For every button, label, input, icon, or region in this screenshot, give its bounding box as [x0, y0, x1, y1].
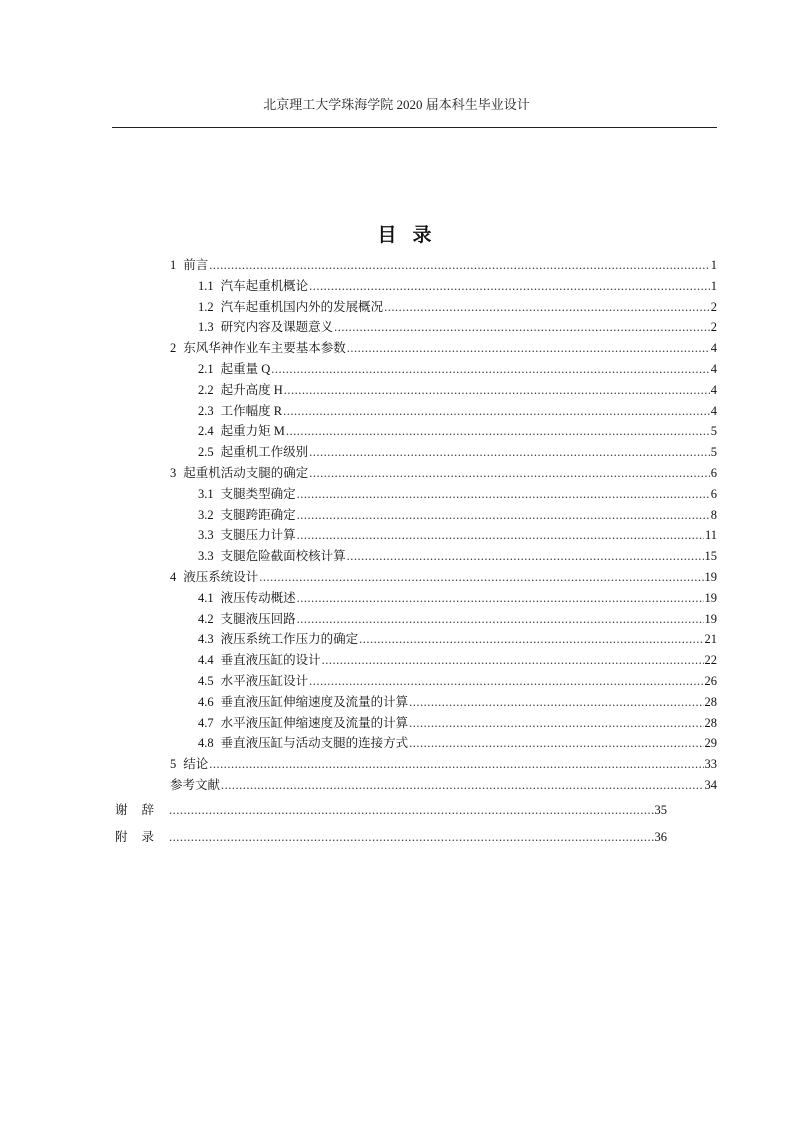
- toc-dot-leader: [283, 401, 710, 421]
- toc-entry-number: 4: [170, 570, 177, 584]
- toc-entry-page: 2: [710, 320, 717, 335]
- toc-entry-number: 2.3: [198, 403, 214, 418]
- toc-entry[interactable]: [198, 671, 717, 691]
- toc-entry-page: 4: [710, 403, 717, 418]
- toc-entry-page: 28: [704, 715, 717, 730]
- toc-entry[interactable]: [198, 297, 717, 317]
- toc-entry-label: 起重力矩 M: [220, 424, 285, 439]
- toc-entry-number: 1.2: [198, 299, 214, 314]
- toc-entry-page: 33: [704, 757, 717, 772]
- toc-entry-label: 支腿跨距确定: [220, 507, 296, 522]
- toc-entry-label: 支腿压力计算: [220, 528, 296, 543]
- toc-entry-number: 4.7: [198, 715, 214, 730]
- back-matter-page: 35: [654, 803, 667, 817]
- toc-entry-label: 起重量 Q: [220, 362, 271, 376]
- toc-entry-number: 2.5: [198, 445, 214, 460]
- toc-entry-label: 起重机活动支腿的确定: [183, 466, 309, 480]
- toc-entry-number: 1.3: [198, 320, 214, 335]
- toc-dot-leader: [169, 800, 653, 820]
- toc-entry-page: 19: [704, 590, 717, 605]
- toc-dot-leader: [297, 505, 710, 525]
- toc-dot-leader: [297, 484, 710, 504]
- toc-entry-number: 3.3: [198, 528, 214, 543]
- toc-entry[interactable]: [198, 629, 717, 649]
- toc-dot-leader: [271, 359, 709, 379]
- toc-entry[interactable]: [198, 609, 717, 629]
- toc-entry[interactable]: [198, 484, 717, 504]
- toc-entry-page: 4: [710, 341, 717, 356]
- toc-title: 目录: [377, 224, 448, 246]
- toc-dot-leader: [347, 546, 704, 566]
- toc-entry[interactable]: [198, 276, 717, 296]
- toc-entry[interactable]: [198, 505, 717, 525]
- toc-entry-label: 水平液压缸设计: [220, 674, 309, 688]
- toc-entry-page: 8: [710, 507, 717, 522]
- toc-entry-page: 1: [710, 258, 717, 272]
- toc-entry-label: 支腿危险截面校核计算: [220, 549, 346, 564]
- toc-entry-page: 26: [704, 674, 717, 688]
- back-matter-label: 谢辞: [115, 803, 169, 817]
- toc-entry-page: 5: [710, 424, 717, 439]
- toc-entry-page: 19: [704, 570, 717, 584]
- toc-entry[interactable]: [198, 525, 717, 545]
- toc-entry-number: 2.2: [198, 382, 214, 397]
- toc-entry-label: 参考文献: [170, 778, 221, 792]
- toc-entry-page: 5: [710, 445, 717, 460]
- toc-entry-page: 4: [710, 382, 717, 397]
- toc-entry[interactable]: [170, 463, 717, 483]
- toc-entry-number: 3: [170, 466, 177, 480]
- toc-entry-label: 研究内容及课题意义: [220, 320, 334, 335]
- toc-entry-number: 3.2: [198, 507, 214, 522]
- toc-dot-leader: [286, 421, 710, 441]
- toc-entry-page: 4: [710, 362, 717, 376]
- toc-entry-label: 液压系统设计: [183, 570, 259, 584]
- toc-entry-label: 支腿类型确定: [220, 486, 296, 501]
- toc-entry-page: 11: [704, 528, 717, 543]
- toc-dot-leader: [209, 754, 703, 774]
- toc-entry-number: 4.1: [198, 590, 214, 605]
- toc-entry-page: 1: [710, 278, 717, 293]
- toc-dot-leader: [409, 733, 703, 753]
- toc-entry-label: 前言: [183, 258, 209, 272]
- toc-dot-leader: [297, 588, 704, 608]
- back-matter-entry[interactable]: [115, 800, 667, 820]
- toc-entry-page: 22: [704, 653, 717, 668]
- toc-entry-label: 汽车起重机国内外的发展概况: [220, 299, 384, 314]
- toc-entry-number: 1.1: [198, 278, 214, 293]
- toc-entry[interactable]: [198, 380, 717, 400]
- toc-entry[interactable]: [198, 692, 717, 712]
- toc-dot-leader: [259, 567, 703, 587]
- back-matter-page: 36: [654, 830, 667, 844]
- back-matter-label: 附录: [115, 830, 169, 844]
- toc-entry[interactable]: [198, 317, 717, 337]
- toc-dot-leader: [322, 650, 704, 670]
- toc-entry-label: 起升高度 H: [220, 382, 283, 397]
- toc-entry[interactable]: [198, 650, 717, 670]
- toc-dot-leader: [334, 317, 710, 337]
- toc-dot-leader: [209, 255, 709, 275]
- toc-dot-leader: [359, 629, 703, 649]
- toc-entry-page: 15: [704, 549, 717, 564]
- toc-entry-number: 4.3: [198, 632, 214, 647]
- toc-entry-label: 东风华神作业车主要基本参数: [183, 341, 346, 356]
- toc-entry-page: 21: [704, 632, 717, 647]
- toc-dot-leader: [284, 380, 710, 400]
- toc-entry[interactable]: [198, 359, 717, 379]
- toc-entry-label: 垂直液压缸伸缩速度及流量的计算: [220, 694, 409, 709]
- toc-entry-number: 3.3: [198, 549, 214, 564]
- toc-entry-number: 2.4: [198, 424, 214, 439]
- toc-entry-label: 起重机工作级别: [220, 445, 309, 460]
- toc-entry-label: 结论: [183, 757, 209, 772]
- toc-entry-number: 4.5: [198, 674, 214, 688]
- toc-dot-leader: [309, 442, 710, 462]
- toc-entry-number: 4.2: [198, 611, 214, 626]
- toc-entry[interactable]: [170, 255, 717, 275]
- toc-entry-page: 28: [704, 694, 717, 709]
- toc-entry-label: 液压传动概述: [220, 590, 296, 605]
- toc-entry[interactable]: [170, 775, 717, 795]
- toc-dot-leader: [409, 713, 703, 733]
- toc-entry[interactable]: [198, 588, 717, 608]
- header-rule: [112, 127, 717, 128]
- toc-dot-leader: [347, 338, 710, 358]
- toc-entry[interactable]: [198, 442, 717, 462]
- toc-entry[interactable]: [198, 733, 717, 753]
- toc-entry-number: 3.1: [198, 486, 214, 501]
- toc-entry-page: 19: [704, 611, 717, 626]
- toc-entry[interactable]: [170, 754, 717, 774]
- toc-entry[interactable]: [170, 338, 717, 358]
- toc-entry-page: 6: [710, 486, 717, 501]
- toc-entry-page: 34: [704, 778, 717, 792]
- back-matter-entry[interactable]: [115, 827, 667, 847]
- toc-entry-label: 汽车起重机概论: [220, 278, 309, 293]
- toc-dot-leader: [297, 525, 704, 545]
- toc-dot-leader: [169, 827, 653, 847]
- toc-entry-label: 水平液压缸伸缩速度及流量的计算: [220, 715, 409, 730]
- toc-entry[interactable]: [198, 401, 717, 421]
- toc-entry-label: 垂直液压缸的设计: [220, 653, 321, 668]
- toc-entry-number: 2: [170, 341, 177, 356]
- toc-entry-label: 垂直液压缸与活动支腿的连接方式: [220, 736, 409, 751]
- toc-dot-leader: [309, 463, 709, 483]
- toc-entry-number: 1: [170, 258, 177, 272]
- toc-entry-page: 6: [710, 466, 717, 480]
- toc-entry-number: 4.8: [198, 736, 214, 751]
- toc-dot-leader: [309, 276, 710, 296]
- toc-entry-page: 29: [704, 736, 717, 751]
- toc-entry[interactable]: [198, 421, 717, 441]
- toc-dot-leader: [309, 671, 703, 691]
- toc-entry-label: 工作幅度 R: [220, 403, 283, 418]
- toc-entry-number: 4.4: [198, 653, 214, 668]
- toc-entry-number: 2.1: [198, 362, 214, 376]
- toc-entry-label: 液压系统工作压力的确定: [220, 632, 359, 647]
- toc-entry-number: 4.6: [198, 694, 214, 709]
- toc-dot-leader: [297, 609, 704, 629]
- toc-dot-leader: [384, 297, 710, 317]
- toc-entry[interactable]: [198, 713, 717, 733]
- toc-entry-label: 支腿液压回路: [220, 611, 296, 626]
- toc-entry-number: 5: [170, 757, 177, 772]
- running-header: 北京理工大学珠海学院 2020 届本科生毕业设计: [263, 97, 530, 112]
- toc-dot-leader: [409, 692, 703, 712]
- toc-entry[interactable]: [170, 567, 717, 587]
- toc-dot-leader: [221, 775, 703, 795]
- toc-entry[interactable]: [198, 546, 717, 566]
- toc-entry-page: 2: [710, 299, 717, 314]
